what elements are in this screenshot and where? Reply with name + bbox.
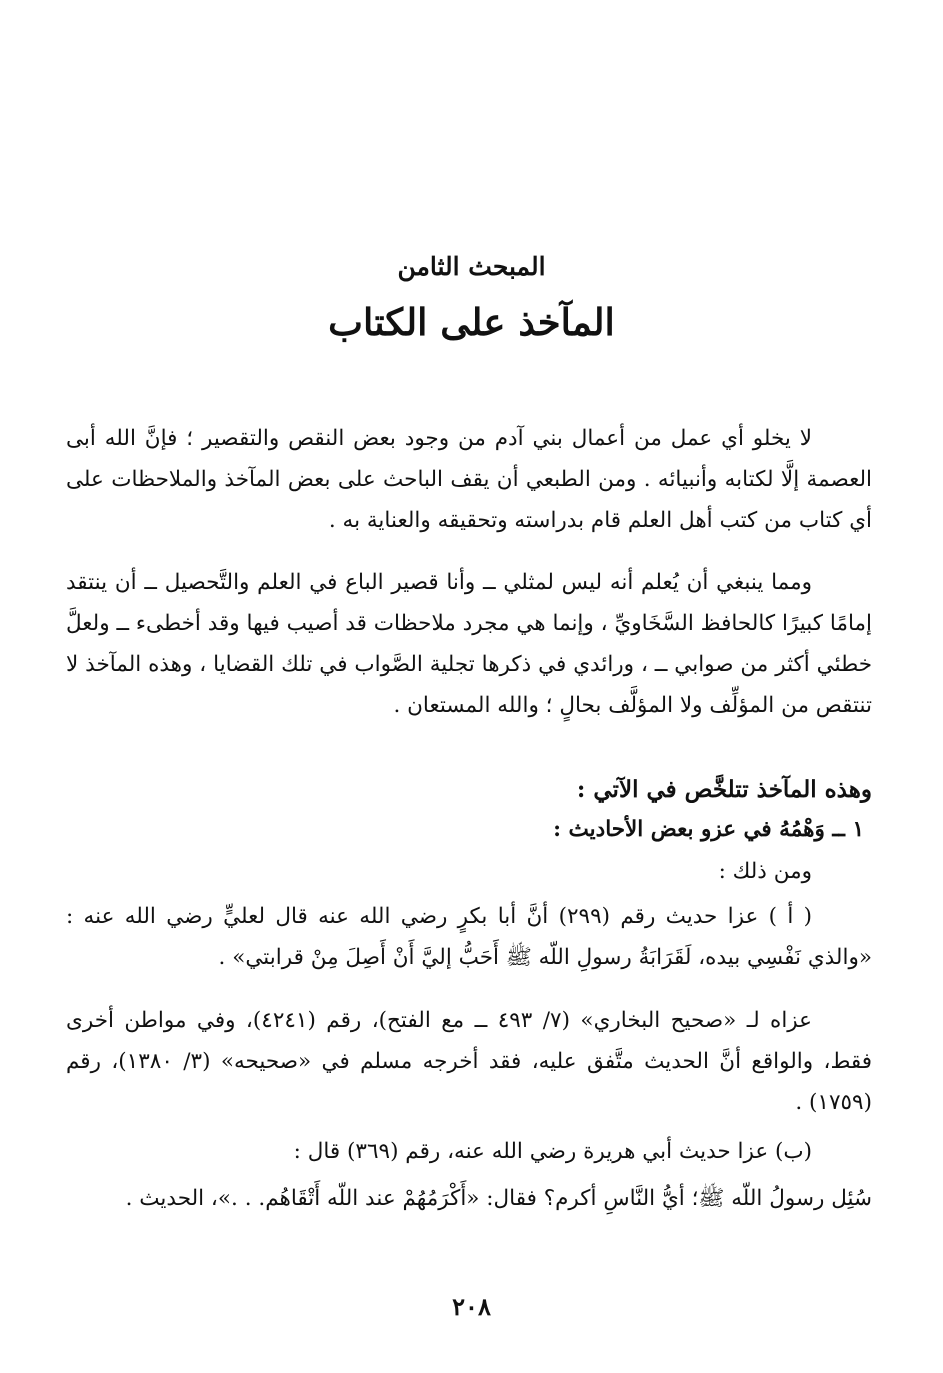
examples-intro: ومن ذلك : (718, 859, 812, 884)
humility-paragraph: ومما ينبغي أن يُعلم أنه ليس لمثلي ــ وأنا قصير الباع في العلم والتَّحصيل ــ أن ينتقد إمامًا كبيرًا كالحافظ السَّخَاويِّ ، وإنما هي مجرد ملاحظات قد أصيب فيها وقد أخطىء ــ ولعلَّ خطئي أكثر من صوابي ــ ، ورائدي في ذكرها تجلية الصَّواب في تلك القضايا ، وهذه المآخذ لا تنتقص من المؤلِّف ولا المؤلَّف بحالٍ ؛ والله المستعان . (66, 570, 872, 718)
list-heading: وهذه المآخذ تتلخَّص في الآتي : (576, 776, 872, 803)
section-label: المبحث الثامن (397, 252, 546, 281)
item-1-heading: ١ ــ وَهْمُهُ في عزو بعض الأحاديث : (553, 817, 864, 842)
section-title: المآخذ على الكتاب (328, 300, 615, 344)
example-a-attribution: عزاه لـ «صحيح البخاري» (٧/ ٤٩٣ ــ مع الفتح)، رقم (٤٢٤١)، وفي مواطن أخرى فقط، والواقع أنَّ الحديث متَّفق عليه، فقد أخرجه مسلم في «صحيحه» (٣/ ١٣٨٠)، رقم (١٧٥٩) . (66, 1008, 873, 1115)
intro-paragraph: لا يخلو أي عمل من أعمال بني آدم من وجود بعض النقص والتقصير ؛ فإنَّ الله أبى العصمة إلَّا لكتابه وأنبيائه . ومن الطبعي أن يقف الباحث على بعض المآخذ والملاحظات على أي كتاب من كتب أهل العلم قام بدراسته وتحقيقه والعناية به . (66, 426, 872, 533)
example-b-paragraph: سُئِل رسولُ اللّه ﷺ؛ أيُّ النَّاسِ أكرم؟ فقال: «أَكْرَمُهُمْ عند اللّه أَتْقَاهُم. . .»، الحديث . (125, 1186, 872, 1211)
example-a-paragraph: ( أ ) عزا حديث رقم (٢٩٩) أنَّ أبا بكرٍ رضي الله عنه قال لعليٍّ رضي الله عنه : «والذي نَفْسِي بيده، لَقَرَابَةُ رسولِ اللّه ﷺ أَحَبُّ إليَّ أَنْ أَصِلَ مِنْ قرابتي» . (66, 904, 872, 970)
page-number: ٢٠٨ (452, 1292, 491, 1321)
example-b-line: (ب) عزا حديث أبي هريرة رضي الله عنه، رقم (٣٦٩) قال : (293, 1139, 812, 1164)
